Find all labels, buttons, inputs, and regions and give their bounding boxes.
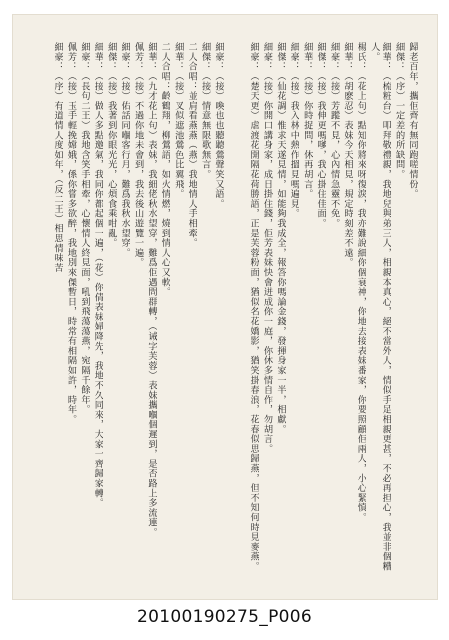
text-column: 細傑：（仙花調）惟求天遂見情，如能夠我成全，報答你嗎論金錢，發揮身家一半，相獻。 [274, 42, 286, 434]
text-column: 細傑：（序）一定差的所缺問。 [393, 42, 405, 180]
text-column: 楊氏：（花上句）點知你將來呀復淚，我亦難說細你個衰神，你地去接表妹番家，你要照顧佢兩人，小心緊慎。 [355, 42, 367, 523]
text-column: 細豪：（接）芳蹤不見，心內情急靈不免。 [328, 42, 340, 229]
page-id-caption: 20100190275_P006 [137, 607, 312, 627]
left-half-text [34, 42, 224, 582]
text-column: 細華：（接）做人多點邀氣，我同你都起個一遍，（花）你倩表妹婦降先，我地不久同來，大家一齊歸家轉。 [92, 42, 104, 508]
scanned-page [12, 14, 438, 600]
text-column: 細華：（胡麽忍）表妹今天相見，規定時刻差不遠。 [341, 42, 353, 268]
text-column: 歸老百年，攜佢齊有無同跑嗟情份。 [407, 42, 418, 199]
text-column: 細豪：（楚天更）虐渡花開隔花荷勝語，正是芙蓉粉面，猶似名花嬌影，猶笑掛春浪，花春似思歸燕，但不知何時見麥燕。 [248, 42, 260, 572]
text-column: 細豪：（接）佑話同嗰客行月，難爲我秋水望穿。 [119, 42, 131, 258]
text-column: 細豪：（接）你開口講身家，成日掛住錢，佢芳表妹快會迸成你一庭，你休多情自作，勿胡言。 [261, 42, 273, 454]
text-column: 細華：（接）你時捉問，休再胡言。 [301, 42, 313, 199]
text-column: 佩芳：（接）玉手輕挽嫦娥，係你嘗多欲醉，我地別來傑暫日，時常有相隔如許，時年。 [65, 42, 77, 425]
text-column: 細傑：（接）我伸更嗎嗲，我心掛住佳面。 [315, 42, 327, 229]
text-column: 細傑：（接）我著到你眼光光，心煩食乘咁亂。 [105, 42, 117, 248]
text-column: 細傑：（接）情意無限歌無言。 [199, 42, 211, 180]
text-column: 細華：（梳粧台）叩拜敬禮親，我地兒與弟三人，相親本真心，絕不當外人，情似手足相親更甚，不必再担心，我並非個糟人。 [368, 42, 392, 572]
right-half-text [236, 42, 418, 582]
text-column: 佩芳：（接）不過你地未會到，我去後山遊覽一遍。 [132, 42, 144, 268]
text-column: 二人合唱：齡鶴翔，柳鶯語，如火情燃，燒到情人心又軟。 [159, 42, 171, 297]
text-column: 細豪：（序）有道情人度如年，（反二王）相思情味苦 [52, 42, 64, 273]
text-column: 細豪：（接）我入林中熱作搵見嗎遍見。 [288, 42, 300, 219]
text-column: 細豪：（接）喚也也聽聽鶯聲笑又語。 [213, 42, 224, 209]
text-column: 細華：（九才花上句）表妹，我細佬秋水望穿，難爲佢遇問群轉，（诫字芙蓉）表妹攜嗰個遲到，是否路上多流連。 [145, 42, 157, 538]
text-column: 細華：（接）叉似遮池鶯色比翼飛。 [172, 42, 184, 199]
text-column: 二人合唱：並肩看燕燕（燕）我地情人手相牽。 [186, 42, 198, 248]
text-column: 細豪：（長句二王）我地含笑手相牽，心懷情人終見面，吼到飛蕩蕩燕，宛隔千餘年。 [78, 42, 90, 415]
